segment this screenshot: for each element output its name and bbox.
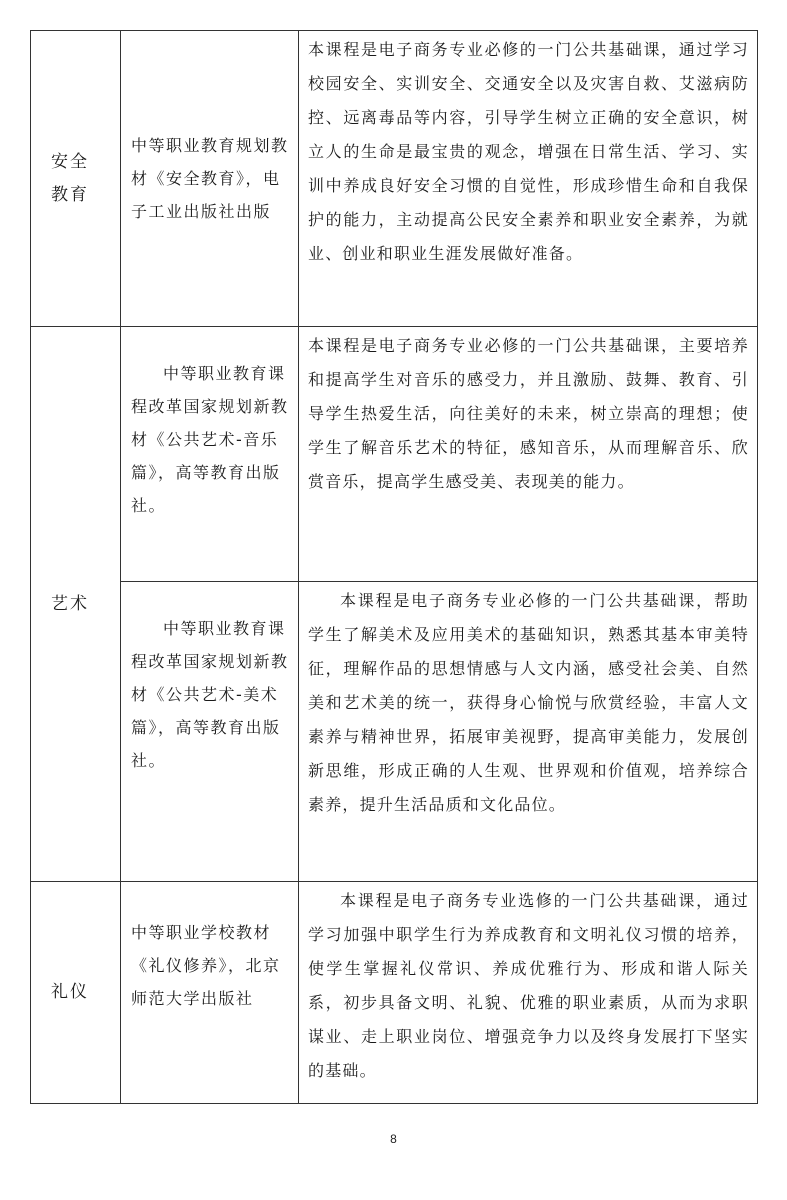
category-cell (31, 31, 121, 327)
page-number: 8 (390, 1132, 397, 1146)
description-text: 本课程是电子商务专业必修的一门公共基础课，通过学习校园安全、实训安全、交通安全以及灾害自救、艾滋病防控、远离毒品等内容，引导学生树立正确的安全意识，树立人的生命是最宝贵的观念，增强在日常生活、学习、实训中养成良好安全习惯的自觉性，形成珍惜生命和自我保护的能力，主动提高公民安全素养和职业安全素养，为就业、创业和职业生涯发展做好准备。 (308, 40, 749, 263)
textbook-label: 中等职业教育课程改革国家规划新教材《公共艺术-美术篇》，高等教育出版社。 (131, 619, 289, 770)
table-row (31, 327, 758, 582)
description-cell (299, 882, 758, 1104)
textbook-label: 中等职业教育规划教材《安全教育》，电子工业出版社出版 (131, 136, 289, 221)
textbook-label: 中等职业学校教材《礼仪修养》，北京师范大学出版社 (131, 923, 281, 1008)
textbook-cell (121, 882, 299, 1104)
textbook-cell (121, 582, 299, 882)
description-cell (299, 31, 758, 327)
description-cell (299, 327, 758, 582)
category-label: 礼仪 (51, 982, 89, 1002)
description-text: 本课程是电子商务专业必修的一门公共基础课，主要培养和提高学生对音乐的感受力，并且激励、鼓舞、教育、引导学生热爱生活，向往美好的未来，树立崇高的理想；使学生了解音乐艺术的特征，感知音乐，从而理解音乐、欣赏音乐，提高学生感受美、表现美的能力。 (308, 336, 749, 491)
category-label: 艺术 (51, 593, 89, 614)
table-row (31, 582, 758, 882)
course-table (30, 30, 758, 1104)
textbook-label: 中等职业教育课程改革国家规划新教材《公共艺术-音乐篇》，高等教育出版社。 (131, 364, 289, 515)
table-row (31, 882, 758, 1104)
textbook-cell (121, 31, 299, 327)
category-cell (31, 327, 121, 882)
textbook-cell (121, 327, 299, 582)
table-row (31, 31, 758, 327)
category-label: 安全教育 (51, 151, 89, 205)
category-cell (31, 882, 121, 1104)
description-cell (299, 582, 758, 882)
description-text: 本课程是电子商务专业选修的一门公共基础课，通过学习加强中职学生行为养成教育和文明礼仪习惯的培养，使学生掌握礼仪常识、养成优雅行为、形成和谐人际关系，初步具备文明、礼貌、优雅的职业素质，从而为求职谋业、走上职业岗位、增强竞争力以及终身发展打下坚实的基础。 (308, 891, 749, 1080)
description-text: 本课程是电子商务专业必修的一门公共基础课，帮助学生了解美术及应用美术的基础知识，熟悉其基本审美特征，理解作品的思想情感与人文内涵，感受社会美、自然美和艺术美的统一，获得身心愉悦与欣赏经验，丰富人文素养与精神世界，拓展审美视野，提高审美能力，发展创新思维，形成正确的人生观、世界观和价值观，培养综合素养，提升生活品质和文化品位。 (308, 591, 749, 814)
